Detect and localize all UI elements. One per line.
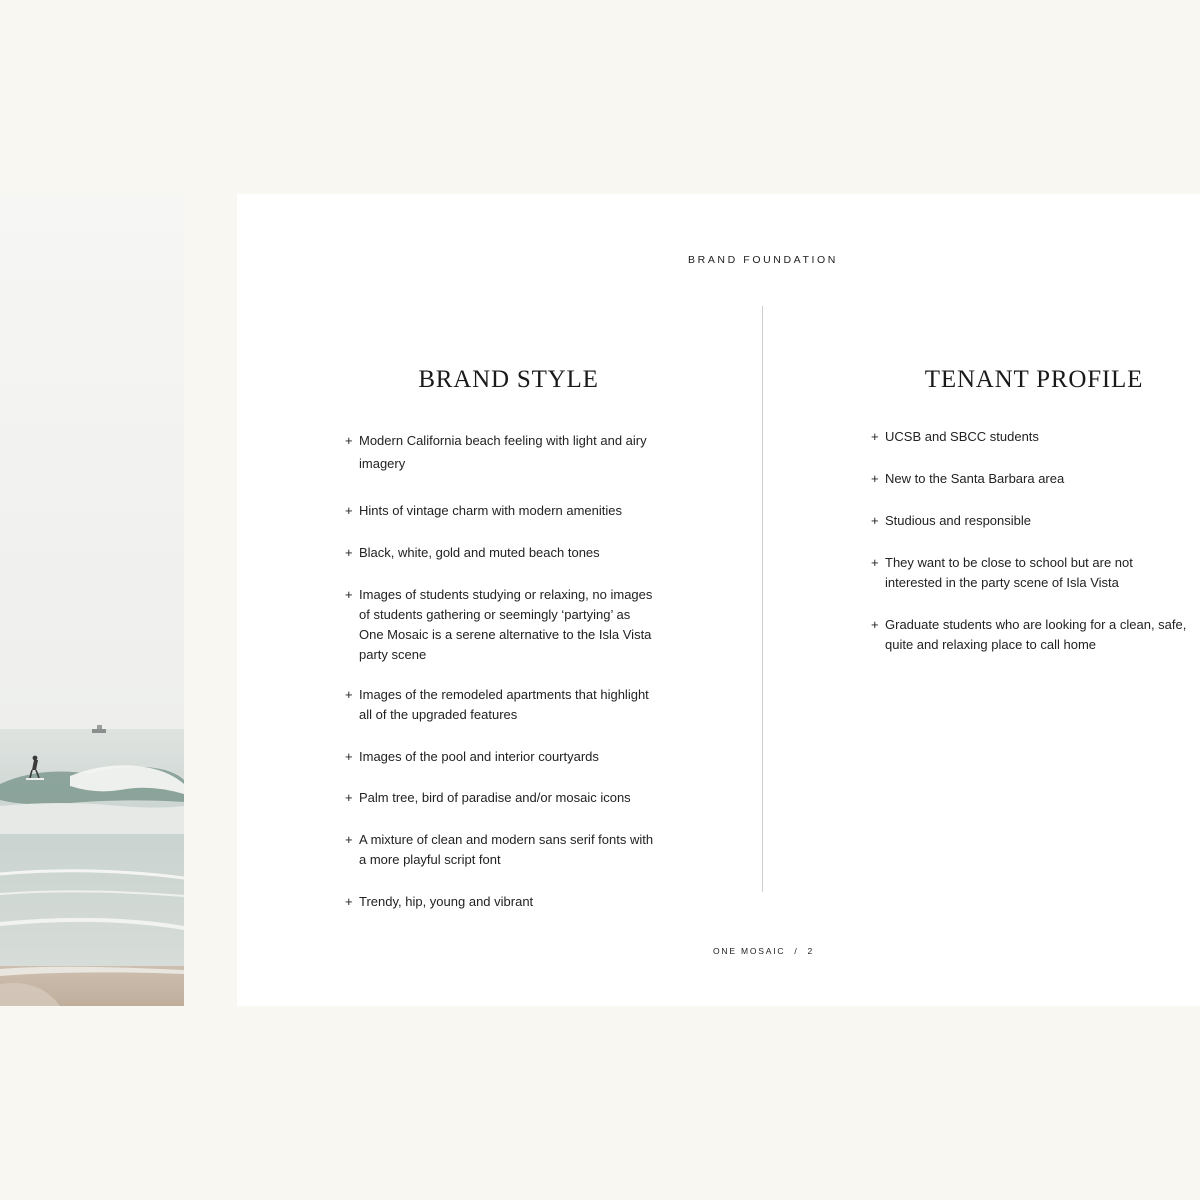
- plus-icon: +: [345, 503, 353, 518]
- list-item-text: Images of the pool and interior courtyards: [359, 749, 599, 764]
- list-item: [871, 553, 1191, 593]
- plus-icon: +: [345, 587, 353, 602]
- section-label: BRAND FOUNDATION: [688, 254, 838, 266]
- list-item-text: UCSB and SBCC students: [885, 429, 1039, 444]
- content-page: [237, 194, 1200, 1006]
- plus-icon: +: [871, 617, 879, 632]
- list-item: [871, 469, 1191, 489]
- list-item-text: New to the Santa Barbara area: [885, 471, 1065, 486]
- list-item: [345, 788, 655, 808]
- list-item: [345, 747, 655, 767]
- plus-icon: +: [345, 894, 353, 909]
- column-divider: [762, 306, 763, 892]
- list-item-text: Black, white, gold and muted beach tones: [359, 545, 600, 560]
- list-item-text: Hints of vintage charm with modern amenities: [359, 503, 623, 518]
- list-item: [345, 501, 655, 521]
- plus-icon: +: [345, 832, 353, 847]
- beach-surfer-photo: [0, 194, 184, 1006]
- plus-icon: +: [345, 687, 353, 702]
- brand-style-title: BRAND STYLE: [418, 366, 599, 393]
- list-item: [871, 427, 1191, 447]
- list-item: [345, 543, 655, 563]
- list-item-text: Graduate students who are looking for a clean, safe, quite and relaxing place to call home: [885, 617, 1187, 652]
- list-item: [345, 892, 655, 912]
- list-item-text: Studious and responsible: [885, 513, 1031, 528]
- footer-separator: /: [794, 946, 799, 956]
- list-item-text: Modern California beach feeling with light and airy imagery: [359, 433, 647, 471]
- list-item: [345, 685, 655, 725]
- footer-brand: ONE MOSAIC: [713, 946, 786, 956]
- list-item-text: A mixture of clean and modern sans serif fonts with a more playful script font: [359, 832, 654, 867]
- plus-icon: +: [345, 433, 353, 448]
- list-item: [345, 585, 655, 665]
- list-item-text: Palm tree, bird of paradise and/or mosaic icons: [359, 790, 631, 805]
- plus-icon: +: [345, 749, 353, 764]
- plus-icon: +: [871, 513, 879, 528]
- list-item: [345, 429, 655, 475]
- plus-icon: +: [871, 471, 879, 486]
- list-item-text: Images of students studying or relaxing, no images of students gathering or seemingly ‘partying’ as One Mosaic is a serene alternative to the Isla Vista party scene: [359, 587, 653, 662]
- brand-style-list: [345, 429, 655, 912]
- list-item: [345, 830, 655, 870]
- page-number: 2: [807, 946, 815, 956]
- tenant-profile-list: [871, 427, 1191, 677]
- list-item: [871, 511, 1191, 531]
- tenant-profile-title: TENANT PROFILE: [924, 366, 1144, 393]
- plus-icon: +: [345, 790, 353, 805]
- plus-icon: +: [871, 555, 879, 570]
- list-item-text: Trendy, hip, young and vibrant: [359, 894, 534, 909]
- plus-icon: +: [345, 545, 353, 560]
- list-item-text: They want to be close to school but are not interested in the party scene of Isla Vista: [885, 555, 1133, 590]
- plus-icon: +: [871, 429, 879, 444]
- list-item: [871, 615, 1191, 655]
- list-item-text: Images of the remodeled apartments that highlight all of the upgraded features: [359, 687, 649, 722]
- page-footer: [713, 946, 814, 956]
